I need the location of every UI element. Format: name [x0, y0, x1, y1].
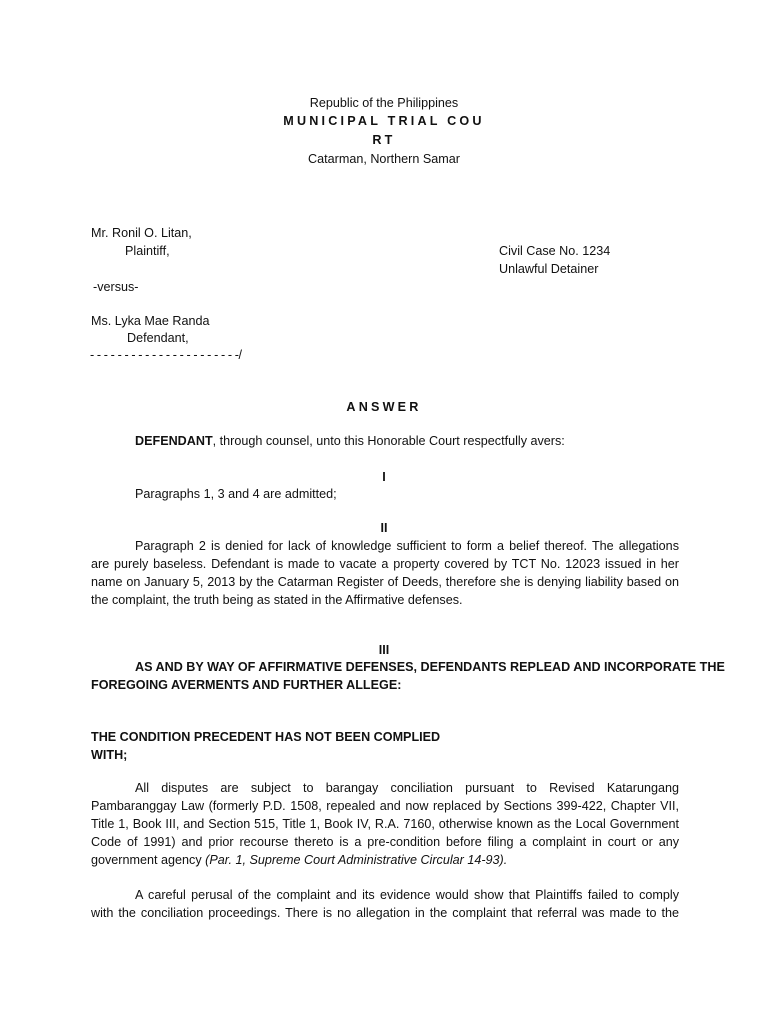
section-two-line: are purely baseless. Defendant is made to vacate a property covered by TCT No. 12023 issued in her — [91, 557, 679, 571]
versus-label: -versus- — [93, 280, 139, 294]
defendant-role: Defendant, — [127, 331, 189, 345]
section-one-text: Paragraphs 1, 3 and 4 are admitted; — [135, 487, 337, 501]
case-number: Civil Case No. 1234 — [499, 244, 611, 258]
intro-rest: , through counsel, unto this Honorable Court respectfully avers: — [212, 434, 565, 448]
plaintiff-role: Plaintiff, — [125, 244, 170, 258]
section-two-line: Paragraph 2 is denied for lack of knowledge sufficient to form a belief thereof. The allegations — [135, 539, 679, 553]
intro-lead: DEFENDANT — [135, 434, 213, 448]
condition-last-plain: government agency — [91, 853, 206, 867]
court-name-line2: RT — [372, 133, 396, 147]
condition-line: Pambaranggay Law (formerly P.D. 1508, repealed and now replaced by Sections 399-422, Chapter VII, — [91, 799, 679, 813]
document-title: ANSWER — [346, 400, 422, 414]
condition-paragraph-2 — [91, 886, 679, 922]
condition-heading-line2: WITH; — [91, 748, 128, 762]
defendant-name: Ms. Lyka Mae Randa — [91, 314, 210, 328]
condition-line: Code of 1991) and prior recourse thereto is a pre-condition before filing a complaint in court or any — [91, 835, 679, 849]
condition-line: Title 1, Book III, and Section 515, Title 1, Book IV, R.A. 7160, otherwise known as the Local Government — [91, 817, 679, 831]
section-two-line: name on January 5, 2013 by the Catarman Register of Deeds, therefore she is denying liability based on — [91, 575, 679, 589]
condition-paragraph-1 — [91, 779, 679, 869]
section-one-numeral: I — [382, 470, 386, 484]
condition-heading-line1: THE CONDITION PRECEDENT HAS NOT BEEN COMPLIED — [91, 730, 441, 744]
condition-line: All disputes are subject to barangay conciliation pursuant to Revised Katarungang — [135, 781, 679, 795]
condition-citation: (Par. 1, Supreme Court Administrative Circular 14-93). — [205, 853, 508, 867]
condition-p2-line: A careful perusal of the complaint and its evidence would show that Plaintiffs failed to comply — [135, 888, 679, 902]
court-location: Catarman, Northern Samar — [308, 152, 460, 166]
republic-line: Republic of the Philippines — [309, 96, 459, 110]
court-name-line1: MUNICIPAL TRIAL COU — [283, 114, 485, 128]
intro-paragraph — [135, 432, 565, 450]
section-two-paragraph — [91, 537, 679, 609]
condition-p2-line: with the conciliation proceedings. There is no allegation in the complaint that referral was made to the — [91, 906, 679, 920]
section-two-numeral: II — [380, 521, 388, 535]
case-nature: Unlawful Detainer — [499, 262, 599, 276]
caption-dash-line: - - - - - - - - - - - - - - - - - - - - - -/ — [90, 348, 242, 362]
section-three-heading-line2: FOREGOING AVERMENTS AND FURTHER ALLEGE: — [91, 678, 402, 692]
plaintiff-name: Mr. Ronil O. Litan, — [91, 226, 192, 240]
condition-line — [91, 851, 679, 869]
section-two-line: the complaint, the truth being as stated in the Affirmative defenses. — [91, 593, 463, 607]
section-three-heading-line1: AS AND BY WAY OF AFFIRMATIVE DEFENSES, DEFENDANTS REPLEAD AND INCORPORATE THE — [135, 660, 725, 674]
section-three-numeral: III — [378, 643, 390, 657]
